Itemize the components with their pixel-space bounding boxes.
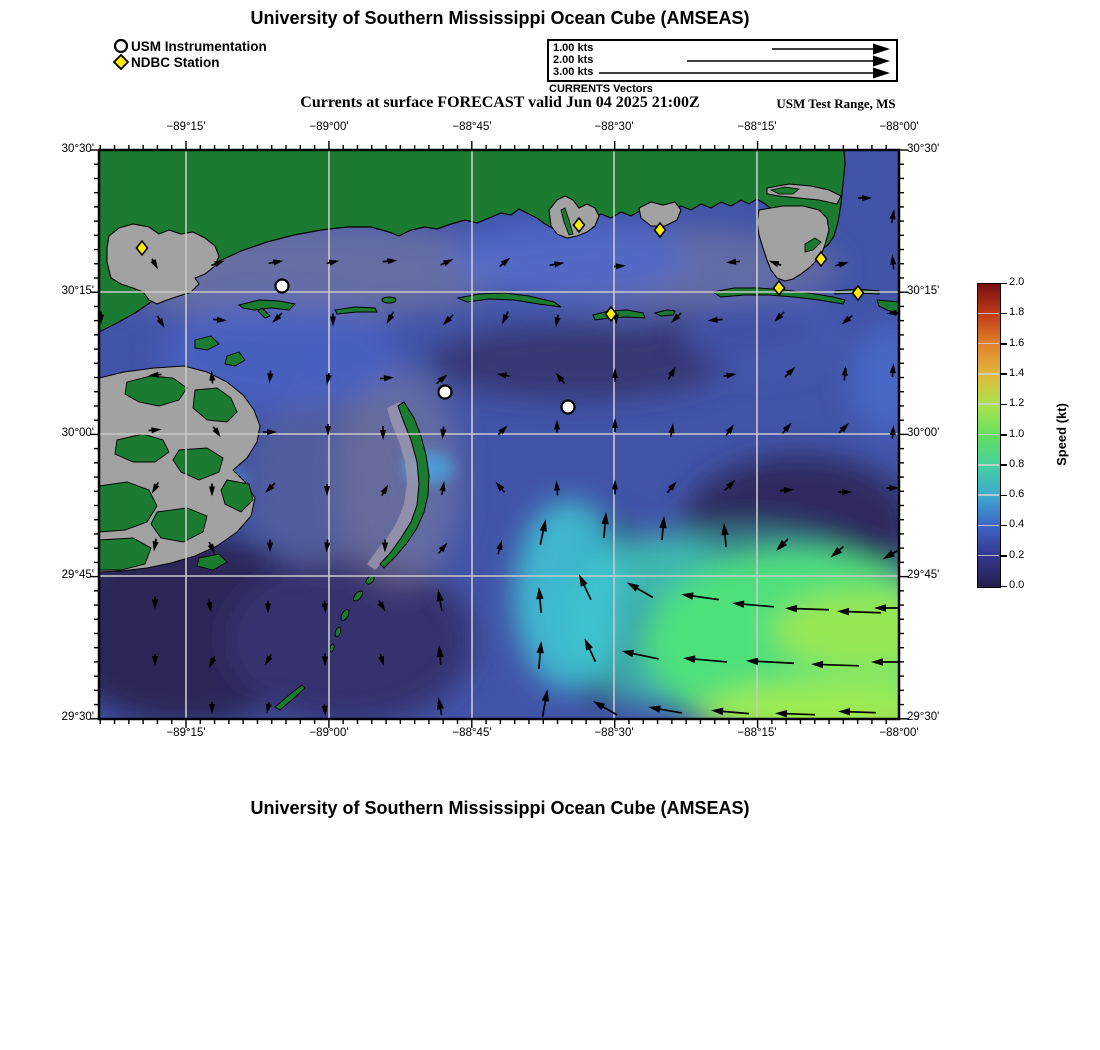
colorbar-tick-label: 0.0 (1009, 579, 1025, 591)
colorbar-tick-mark (1000, 434, 1007, 436)
legend-usm-label: USM Instrumentation (131, 38, 267, 54)
colorbar-tick-label: 0.8 (1009, 457, 1025, 470)
x-axis-label-bottom: −88°45' (452, 727, 492, 739)
y-axis-label-left: 30°15' (61, 285, 94, 297)
legend-ndbc-label: NDBC Station (131, 54, 220, 70)
colorbar-tick-mark (1000, 373, 1007, 375)
x-axis-label-bottom: −88°00' (879, 727, 919, 739)
scale-arrow-head (873, 56, 890, 67)
colorbar-tick-label: 0.6 (1009, 488, 1025, 501)
ndbc-station-icon (113, 54, 129, 70)
y-axis-label-right: 29°45' (907, 569, 940, 581)
y-axis-label-right: 30°00' (907, 427, 940, 439)
y-axis-label-right: 30°15' (907, 285, 940, 297)
usm-station-marker (439, 386, 452, 399)
colorbar-tick-label: 0.4 (1009, 518, 1025, 531)
x-axis-label-bottom: −88°30' (594, 727, 634, 739)
colorbar (977, 283, 1001, 588)
colorbar-gridline (978, 555, 999, 557)
usm-instrumentation-icon (113, 38, 129, 54)
x-axis-label-top: −88°30' (594, 121, 634, 133)
colorbar-tick-label: 1.0 (1009, 427, 1025, 440)
colorbar-tick-label: 1.2 (1009, 397, 1025, 410)
colorbar-gridline (978, 494, 999, 496)
colorbar-tick-mark (1000, 343, 1007, 345)
colorbar-title: Speed (kt) (1053, 403, 1069, 466)
map-plot-area (87, 150, 911, 731)
y-axis-label-left: 30°30' (61, 143, 94, 155)
page-title-bottom: University of Southern Mississippi Ocean Cube (AMSEAS) (250, 798, 750, 818)
x-axis-label-bottom: −89°00' (309, 727, 349, 739)
x-axis-label-top: −88°45' (452, 121, 492, 133)
x-axis-label-top: −89°15' (166, 121, 206, 133)
page-title-top: University of Southern Mississippi Ocean Cube (AMSEAS) (250, 8, 750, 28)
colorbar-tick-mark (1000, 586, 1007, 588)
scale-arrow-head (873, 44, 890, 55)
colorbar-tick-mark (1000, 404, 1007, 406)
map-canvas (87, 138, 911, 731)
scale-arrow-head (873, 68, 890, 79)
x-axis-label-top: −89°00' (309, 121, 349, 133)
colorbar-tick-label: 1.8 (1009, 306, 1025, 319)
colorbar-gridline (978, 464, 999, 466)
colorbar-gridline (978, 313, 999, 315)
colorbar-tick-mark (1000, 525, 1007, 527)
colorbar-gridline (978, 343, 999, 345)
usm-station-marker (276, 280, 289, 293)
colorbar-tick-label: 1.6 (1009, 336, 1025, 349)
y-axis-label-left: 29°30' (61, 711, 94, 723)
vector-scale-label: 3.00 kts (553, 66, 594, 78)
y-axis-label-right: 30°30' (907, 143, 940, 155)
vector-scale-label: 2.00 kts (553, 54, 594, 66)
x-axis-label-bottom: −88°15' (737, 727, 777, 739)
colorbar-tick-label: 2.0 (1009, 276, 1025, 288)
vectors-caption: CURRENTS Vectors (549, 83, 653, 95)
colorbar-tick-mark (1000, 464, 1007, 466)
vector-scale-label: 1.00 kts (553, 42, 594, 54)
colorbar-tick-mark (1000, 495, 1007, 497)
usm-station-marker (562, 401, 575, 414)
legend-usm-row (113, 38, 267, 54)
x-axis-label-bottom: −89°15' (166, 727, 206, 739)
x-axis-label-top: −88°15' (737, 121, 777, 133)
colorbar-tick-label: 1.4 (1009, 366, 1025, 379)
colorbar-gridline (978, 434, 999, 436)
vector-scale-box (547, 39, 898, 82)
colorbar-gridline (978, 525, 999, 527)
x-axis-label-top: −88°00' (879, 121, 919, 133)
region-label: USM Test Range, MS (776, 96, 896, 111)
colorbar-tick-mark (1000, 313, 1007, 315)
colorbar-tick-label: 0.2 (1009, 548, 1025, 561)
vector-scale-arrows (549, 41, 896, 80)
legend-ndbc-row (113, 54, 220, 70)
colorbar-tick-mark (1000, 555, 1007, 557)
y-axis-label-right: 29°30' (907, 711, 940, 723)
y-axis-label-left: 30°00' (61, 427, 94, 439)
colorbar-gridline (978, 403, 999, 405)
colorbar-gridline (978, 373, 999, 375)
colorbar-tick-mark (1000, 283, 1007, 285)
forecast-subtitle: Currents at surface FORECAST valid Jun 04 2025 21:00Z (300, 94, 700, 111)
y-axis-label-left: 29°45' (61, 569, 94, 581)
